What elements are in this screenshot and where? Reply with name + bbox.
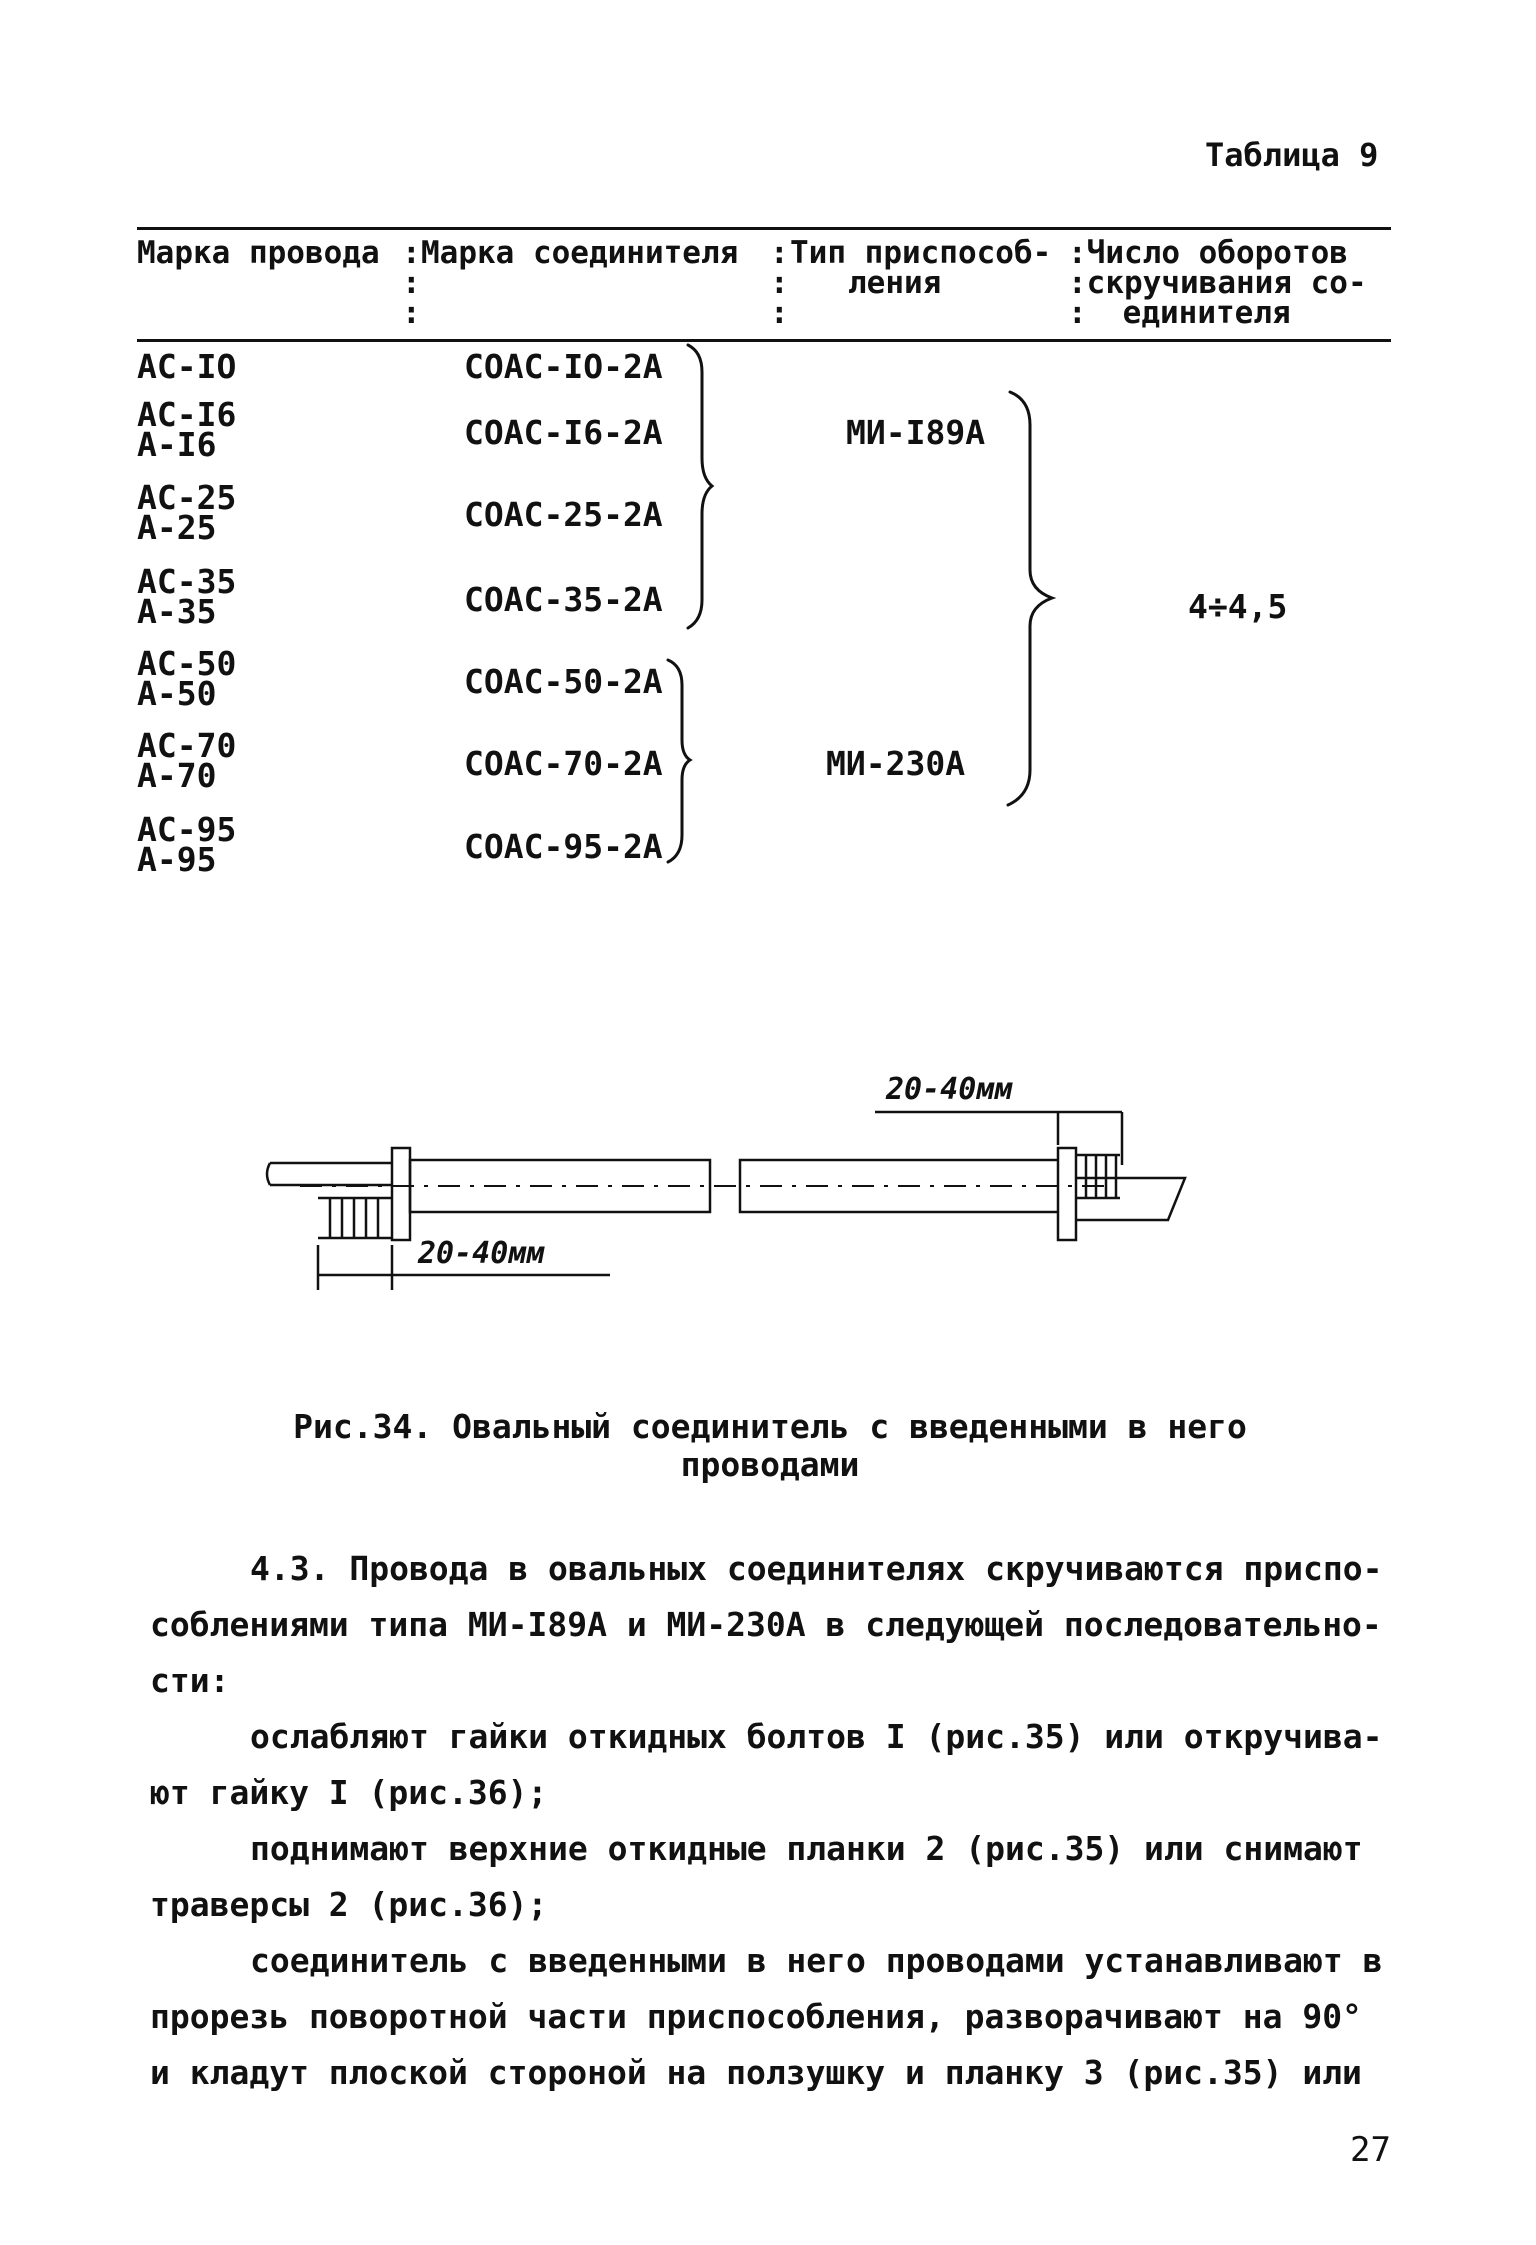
header-separator: : : :: [402, 235, 421, 331]
body-line-3: сти:: [150, 1661, 230, 1700]
figure-caption: Рис.34. Овальный соединитель с введенными в него проводами: [293, 1407, 1247, 1484]
wire-row-2: АС-I6 А-I6: [137, 395, 237, 464]
dimension-top-label: 20-40мм: [886, 1072, 1013, 1107]
body-line-9: прорезь поворотной части приспособления, разворачивают на 90°: [150, 1997, 1362, 2036]
device-2: МИ-230А: [826, 744, 966, 783]
dimension-bottom-label: 20-40мм: [418, 1236, 545, 1271]
wire-row-5: АС-50 А-50: [137, 644, 237, 713]
header-turns: :Число оборотов :скручивания со- : единителя: [1068, 235, 1367, 331]
body-line-10: и кладут плоской стороной на ползушку и планку 3 (рис.35) или: [150, 2053, 1362, 2092]
table-label: Таблица 9: [1205, 136, 1379, 174]
brace-group-2: [668, 660, 690, 862]
wire-row-7: АС-95 А-95: [137, 810, 237, 879]
header-separator: : : :: [770, 235, 789, 331]
wire-row-3: АС-25 А-25: [137, 478, 237, 547]
header-device-type: Тип приспособ- ления: [790, 235, 1052, 301]
header-wire-grade: Марка провода: [137, 235, 380, 271]
brace-group-1: [688, 345, 712, 628]
body-line-1: 4.3. Провода в овальных соединителях скручиваются приспо-: [250, 1549, 1383, 1588]
body-line-5: ют гайку I (рис.36);: [150, 1773, 548, 1812]
body-line-7: траверсы 2 (рис.36);: [150, 1885, 548, 1924]
connector-drawing: [267, 1112, 1185, 1290]
page-number: 27: [1350, 2130, 1391, 2170]
wire-row-4: АС-35 А-35: [137, 562, 237, 631]
connector-row-5: СОАС-50-2А: [464, 662, 663, 701]
body-line-8: соединитель с введенными в него проводами устанавливают в: [250, 1941, 1383, 1980]
wire-row-6: АС-70 А-70: [137, 726, 237, 795]
connector-row-2: СОАС-I6-2А: [464, 413, 663, 452]
connector-row-7: СОАС-95-2А: [464, 827, 663, 866]
connector-row-4: СОАС-35-2А: [464, 580, 663, 619]
header-connector-grade: Марка соединителя: [421, 235, 739, 271]
connector-row-6: СОАС-70-2А: [464, 744, 663, 783]
turns-value: 4÷4,5: [1188, 587, 1288, 626]
device-1: МИ-I89А: [846, 413, 986, 452]
body-line-2: соблениями типа МИ-I89А и МИ-230А в следующей последовательно-: [150, 1605, 1382, 1644]
wire-row-1: АС-IO: [137, 347, 237, 386]
brace-turns: [1008, 392, 1052, 805]
body-line-6: поднимают верхние откидные планки 2 (рис.35) или снимают: [250, 1829, 1363, 1868]
connector-row-3: СОАС-25-2А: [464, 495, 663, 534]
connector-row-1: СОАС-IO-2А: [464, 347, 663, 386]
body-line-4: ослабляют гайки откидных болтов I (рис.35) или откручива-: [250, 1717, 1383, 1756]
